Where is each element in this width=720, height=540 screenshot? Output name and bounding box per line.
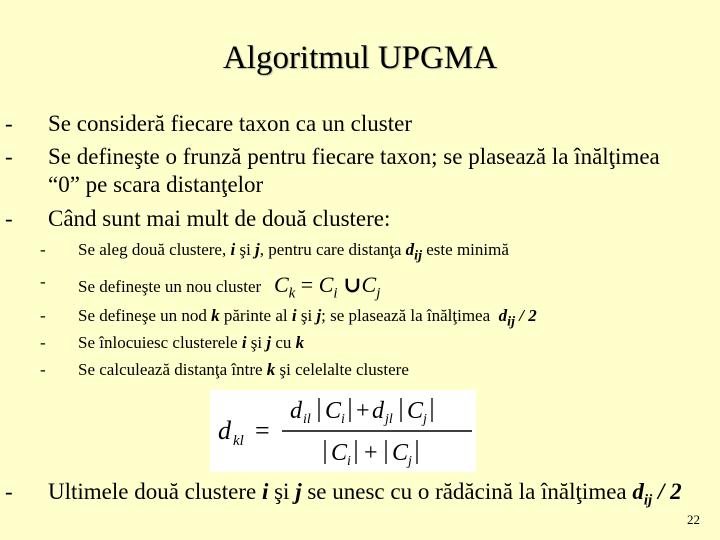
sub-bullet-3 — [40, 306, 700, 328]
bullet-text: Se înlocuiesc clusterele i şi j cu k — [78, 333, 305, 352]
numerator-sub-jl: jl — [385, 412, 393, 427]
numerator-plus: + — [356, 398, 370, 424]
numerator-sub-il: il — [303, 412, 311, 427]
formula-equals: = — [255, 416, 270, 445]
denominator-sub-i: i — [347, 454, 351, 469]
bullet-text: Când sunt mai mult de două clustere: — [48, 206, 391, 231]
bullet-dash: - — [5, 144, 13, 169]
bullet-text: Ultimele două clustere i şi j se unesc cu o rădăcină la înălţimea $d_{ij} / 2$ — [48, 479, 682, 509]
bullet-dash: - — [5, 479, 13, 504]
main-bullet-3 — [5, 205, 705, 232]
numerator-C1: C — [325, 398, 342, 424]
main-bullet-2 — [5, 143, 705, 199]
sub-bullet-4 — [40, 333, 700, 355]
denominator-C2: C — [392, 440, 409, 466]
main-bullet-1 — [5, 110, 705, 137]
numerator-d2: d — [372, 398, 384, 424]
bullet-dash: - — [40, 306, 46, 325]
main-bullet-4 — [5, 478, 717, 508]
page-number: 22 — [687, 512, 700, 527]
formula-graphic — [210, 390, 476, 472]
bullet-text: Se consideră fiecare taxon ca un cluster — [48, 111, 412, 136]
sub-bullet-1 — [40, 240, 700, 262]
bullet-text: Se defineşe un nod k părinte al i şi j; se plasează la înălţimea $d_{ij} / 2$ — [78, 306, 537, 330]
bullet-dash: - — [40, 240, 46, 259]
slide-title: Algoritmul UPGMA — [222, 40, 498, 76]
upgma-distance-formula — [210, 390, 476, 472]
denominator-plus: + — [364, 440, 378, 466]
numerator-sub-i: i — [341, 412, 345, 427]
numerator-C2: C — [407, 398, 424, 424]
bullet-text: Se aleg două clustere, i şi j, pentru care distanţa $d_{ij}$ este minimă — [78, 240, 509, 264]
bullet-text: Se calculează distanţa între k şi celelalte clustere — [78, 360, 409, 379]
denominator-C1: C — [331, 440, 348, 466]
bullet-dash: - — [40, 360, 46, 379]
bullet-dash: - — [40, 333, 46, 352]
bullet-text: Se defineşte o frunză pentru fiecare taxon; se plasează la înălţimea — [48, 144, 660, 169]
bullet-text: Se defineşte un nou cluster $C_k = C_i$ $\cup C_j$ — [78, 272, 381, 302]
denominator-sub-j: j — [408, 454, 412, 469]
bullet-text-continued: “0” pe scara distanţelor — [48, 172, 264, 197]
bullet-dash: - — [40, 272, 46, 291]
numerator-d1: d — [290, 398, 302, 424]
bullet-dash: - — [5, 111, 13, 136]
numerator-sub-j: j — [423, 412, 427, 427]
sub-bullet-5 — [40, 360, 700, 382]
formula-lhs-subscript: kl — [233, 433, 244, 449]
formula-lhs-d: d — [218, 416, 231, 445]
bullet-dash: - — [5, 206, 13, 231]
sub-bullet-2 — [40, 272, 700, 300]
